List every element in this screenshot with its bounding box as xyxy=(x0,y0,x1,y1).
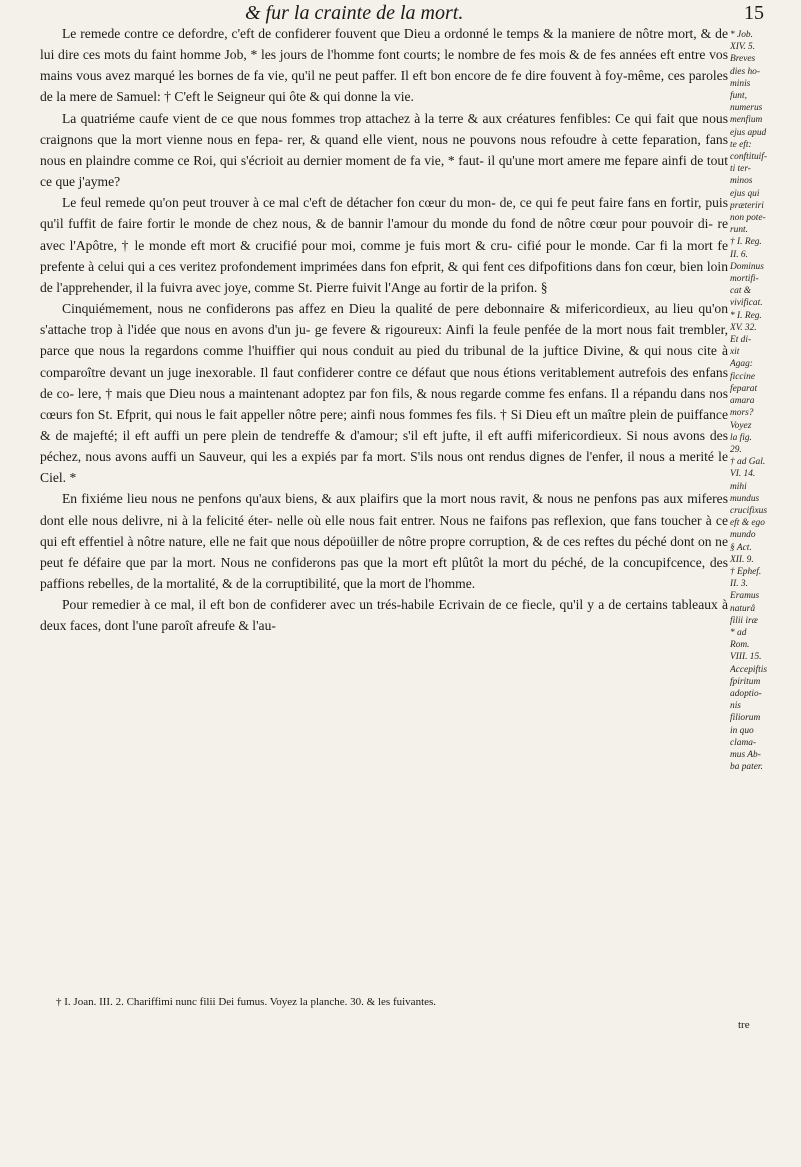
catchword: tre xyxy=(738,1019,750,1031)
margin-note: † ad Gal. xyxy=(730,457,766,468)
margin-note: mors? xyxy=(730,408,754,419)
margin-note: XII. 9. xyxy=(730,554,754,565)
margin-note: Eramus xyxy=(730,591,760,602)
margin-note: Voyez xyxy=(730,420,752,431)
margin-note: Et di- xyxy=(730,335,752,346)
margin-note: mihi xyxy=(730,481,747,492)
margin-note: II. 3. xyxy=(730,579,748,590)
margin-note: filii iræ xyxy=(730,615,758,626)
margin-note: VI. 14. xyxy=(730,469,756,480)
margin-note: † I. Reg. xyxy=(730,237,762,248)
margin-note: dies ho- xyxy=(730,66,760,77)
margin-note: non pote- xyxy=(730,213,766,224)
margin-note: ficcine xyxy=(730,371,755,382)
paragraph-remedy: Le remede contre ce defordre, c'eft de confiderer fouvent que Dieu a ordonné le temps & la maniere de nôtre mort, & de lui dire ces mots du faint homme Job, * les jours de l'homme font courts; le nombre de fes mois & de fes années eft entre vos mains vous avez marqué les bornes de fa vie, qu'il ne peut paffer. Il eft bon encore de fe dire fouvent à foy-même, ces paroles de la mere de Samuel: † C'eft le Seigneur qui ôte & qui donne la vie. xyxy=(40,26,728,105)
paragraph-remedy-painting: Pour remedier à ce mal, il eft bon de confiderer avec un trés-habile Ecrivain de ce fiecle, qu'il y a de certains tableaux à deux faces, dont l'une paroît afreufe & l'au- xyxy=(40,597,728,634)
margin-note: naturâ xyxy=(730,603,756,614)
margin-note: 29. xyxy=(730,444,742,455)
margin-note: * Job. xyxy=(730,30,753,40)
margin-note: runt. xyxy=(730,225,748,236)
paragraph-sixth: En fixiéme lieu nous ne penfons qu'aux biens, & aux plaifirs que la mort nous ravit, & nous ne penfons pas aux miferes dont elle nous delivre, ni à la felicité éter- nelle où elle nous fait entrer. Nous ne faifons pas reflexion, que fans toucher à ce qui eft effentiel à nôtre nature, elle ne fait que nous dépoüiller de nôtre propre corruption, & de ces reftes du péché dont on ne peut fe défaire que par la mort. Nous ne confiderons pas que la mort eft plûtôt la mort du péché, de la concupifcence, des paffions rebelles, de la mortalité, & de la corruptibilité, que la mort de l'homme. xyxy=(40,491,728,592)
margin-note: ba pater. xyxy=(730,762,763,773)
running-header xyxy=(40,2,770,24)
main-text xyxy=(40,23,728,637)
margin-note: vivificat. xyxy=(730,298,763,309)
margin-note: XIV. 5. xyxy=(730,42,756,53)
margin-note: * I. Reg. xyxy=(730,310,762,321)
margin-note: filiorum xyxy=(730,713,761,724)
footnote: † I. Joan. III. 2. Chariffimi nunc filii Dei fumus. Voyez la planche. 30. & les fuivantes. xyxy=(56,996,437,1008)
margin-note: te eft: xyxy=(730,139,752,150)
margin-note: Agag: xyxy=(730,359,753,370)
margin-note: funt, xyxy=(730,91,747,102)
margin-note: * ad xyxy=(730,627,747,638)
margin-note: xit xyxy=(730,347,740,358)
margin-note: mundo xyxy=(730,530,756,541)
paragraph-only-remedy: Le feul remede qu'on peut trouver à ce mal c'eft de détacher fon cœur du mon- de, ce qui fe peut faire fans en fortir, puis qu'il fuffit de faire fortir le monde de chez nous, & de bannir l'amour du monde du fond de nôtre cœur pour pouvoir di- re avec l'Apôtre, † le monde eft mort & crucifié pour moi, comme je fuis mort & cru- cifié pour le monde. Car fi la mort fe prefente à celui qui a ces veritez profondement imprimées dans fon efprit, & qui fent ces difpofitions dans fon cœur, bien loin de l'apprehender, il la fuivra avec joye, comme St. Pierre fuivit l'Ange au fortir de la prifon. § xyxy=(40,195,728,295)
margin-note: mortifi- xyxy=(730,274,759,285)
margin-note: adoptio- xyxy=(730,688,762,699)
margin-note: eft & ego xyxy=(730,518,765,529)
paragraph-fourth-cause: La quatriéme caufe vient de ce que nous fommes trop attachez à la terre & aux créatures fenfibles: Ce qui fait que nous craignons que la mort vienne nous en fepa- rer, & quand elle vient, nous ne pouvons nous refoudre à cette feparation, fans nous en plaindre comme ce Roi, qui s'écrioit au dernier moment de fa vie, * faut- il qu'une mort amere me fepare ainfi de tout ce que j'ayme? xyxy=(40,110,728,190)
margin-note: feparat xyxy=(730,383,758,394)
margin-note: amara xyxy=(730,396,755,407)
margin-note: ejus apud xyxy=(730,127,767,138)
margin-note: ejus qui xyxy=(730,188,760,199)
margin-note: ti ter- xyxy=(730,164,751,175)
margin-note: crucifixus xyxy=(730,505,767,516)
margin-note: in quo xyxy=(730,725,754,736)
margin-note: Breves xyxy=(730,54,756,65)
margin-note: minos xyxy=(730,176,753,187)
margin-note: menfium xyxy=(730,115,763,126)
margin-note: præteriri xyxy=(730,200,764,211)
margin-note: conftituif- xyxy=(730,152,767,163)
margin-note: clama- xyxy=(730,737,757,748)
margin-note: mundus xyxy=(730,493,760,504)
margin-note: VIII. 15. xyxy=(730,652,762,663)
margin-note: mus Ab- xyxy=(730,749,761,760)
margin-note: cat & xyxy=(730,286,752,297)
margin-note: Accepiftis xyxy=(730,664,767,675)
margin-note: † Ephef. xyxy=(730,566,762,577)
margin-notes xyxy=(730,29,796,773)
margin-note: numerus xyxy=(730,103,763,114)
margin-note: fpiritum xyxy=(730,676,761,687)
margin-note: Dominus xyxy=(730,261,764,272)
paragraph-fifth: Cinquiémement, nous ne confiderons pas affez en Dieu la qualité de pere debonnaire & mifericordieux, au lieu qu'on s'attache trop à l'idée que nous en avons d'un ju- ge fevere & rigoureux: Ainfi la feule penfée de la mort nous fait trembler, parce que nous la regardons comme l'huiffier qui nous conduit au pied du tribunal de la juftice Divine, & qui nous cite à comparoître devant un juge inexorable. Il faut confiderer contre ce défaut que nous étions veritablement autrefois des enfans de co- lere, † mais que Dieu nous a maintenant adoptez par fon fils, & nous regarde comme fes enfans. Il a répandu dans nos cœurs fon St. Efprit, qui nous le fait appeller nôtre pere; ainfi nous fommes fes fils. † Si Dieu eft un maître plein de puiffance & de majefté; il eft auffi un pere plein de tendreffe & d'amour; s'il eft jufte, il eft auffi mifericordieux. Si nous avons des péchez, nous avons auffi un Sauveur, qui les a expiés par fa mort. S'ils nous ont rendus dignes de l'enfer, il nous a merité le Ciel. * xyxy=(40,301,728,486)
margin-note: minis xyxy=(730,78,751,89)
margin-note: nis xyxy=(730,701,741,712)
running-title: & fur la crainte de la mort. xyxy=(245,2,464,24)
margin-note: § Act. xyxy=(730,542,752,553)
margin-note: la fig. xyxy=(730,432,752,443)
page-number: 15 xyxy=(744,2,764,24)
margin-note: II. 6. xyxy=(730,249,748,260)
margin-note: XV. 32. xyxy=(730,322,757,333)
margin-note: Rom. xyxy=(730,640,750,651)
